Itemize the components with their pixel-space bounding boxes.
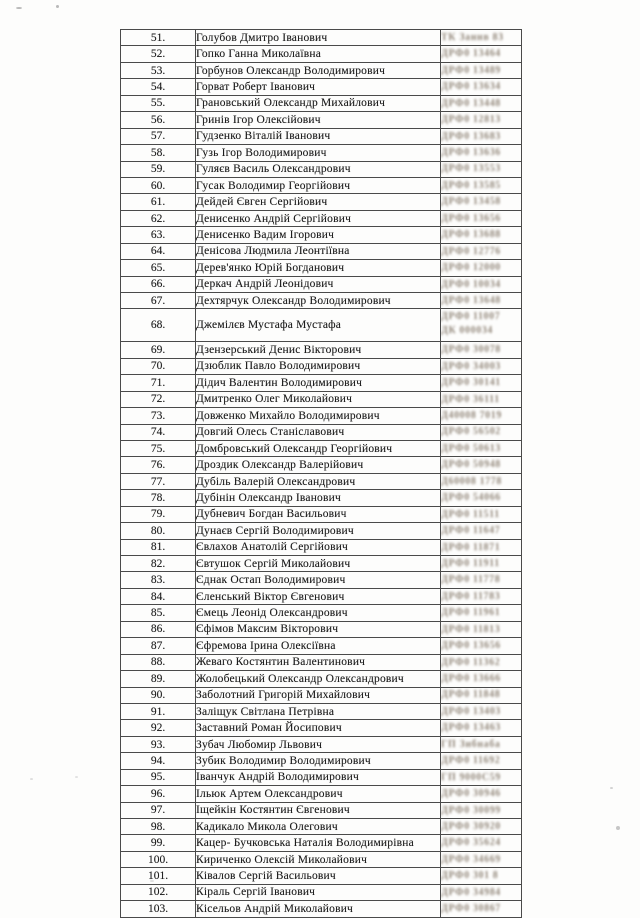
row-number-cell: 71. (121, 375, 196, 391)
redacted-code-text: ДРФ0 11871 (441, 541, 501, 553)
redacted-code-cell (441, 62, 522, 78)
redacted-code-cell (441, 556, 522, 572)
table-row (121, 30, 522, 46)
redacted-code-cell (441, 572, 522, 588)
person-name-cell: Гринів Ігор Олексійович (196, 112, 441, 128)
table-row (121, 309, 522, 342)
table-row (121, 112, 522, 128)
row-number-cell: 59. (121, 161, 196, 177)
person-name-cell: Гудзенко Віталій Іванович (196, 128, 441, 144)
person-name-cell: Дунаєв Сергій Володимирович (196, 523, 441, 539)
row-number-cell: 54. (121, 79, 196, 95)
person-name-cell: Домбровський Олександр Георгійович (196, 440, 441, 456)
redacted-code-cell (441, 621, 522, 637)
redacted-code-cell (441, 884, 522, 900)
table-row (121, 408, 522, 424)
table-row (121, 490, 522, 506)
row-number-cell: 51. (121, 30, 196, 46)
row-number-cell: 52. (121, 46, 196, 62)
redacted-code-text: ДРФ0 13656 (441, 212, 501, 225)
person-name-cell: Джемілєв Мустафа Мустафа (196, 309, 441, 342)
person-name-cell: Ільюк Артем Олександрович (196, 786, 441, 802)
redacted-code-cell (441, 605, 522, 621)
row-number-cell: 58. (121, 145, 196, 161)
redacted-code-cell (441, 819, 522, 835)
row-number-cell: 61. (121, 194, 196, 210)
redacted-code-text: ДРФ0 34003 (441, 360, 501, 372)
redacted-code-text: ДРФ0 30920 (441, 820, 501, 833)
redacted-code-cell (441, 720, 522, 736)
row-number-cell: 74. (121, 424, 196, 440)
redacted-code-text: ДРФ0 30078 (441, 344, 501, 356)
table-row (121, 194, 522, 210)
redacted-code-cell (441, 95, 522, 111)
redacted-code-text: ДРФ0 11961 (441, 607, 501, 619)
table-row (121, 802, 522, 818)
row-number-cell: 73. (121, 408, 196, 424)
redacted-code-cell (441, 46, 522, 62)
person-name-cell: Кацер- Бучковська Наталія Володимирівна (196, 835, 441, 851)
table-row (121, 769, 522, 785)
row-number-cell: 77. (121, 473, 196, 489)
person-name-cell: Горбунов Олександр Володимирович (196, 62, 441, 78)
table-row (121, 556, 522, 572)
redacted-code-text: ДК 000034 (441, 324, 494, 337)
redacted-code-text: ДРФ0 11778 (441, 574, 501, 586)
table-row (121, 687, 522, 703)
table-row (121, 786, 522, 802)
redacted-code-text: ДРФ0 50948 (441, 459, 501, 471)
table-row (121, 177, 522, 193)
redacted-code-cell (441, 851, 522, 867)
table-row (121, 161, 522, 177)
redacted-code-text: ДРФ0 13448 (441, 97, 501, 109)
table-row (121, 473, 522, 489)
redacted-code-cell (441, 490, 522, 506)
redacted-code-text: ДРФ0 301 8 (441, 870, 499, 882)
redacted-code-cell (441, 786, 522, 802)
person-name-cell: Дубінін Олександр Іванович (196, 490, 441, 506)
row-number-cell: 103. (121, 901, 196, 917)
person-name-cell: Євлахов Анатолій Сергійович (196, 539, 441, 555)
row-number-cell: 63. (121, 227, 196, 243)
redacted-code-cell (441, 161, 522, 177)
row-number-cell: 64. (121, 243, 196, 259)
table-row (121, 736, 522, 752)
redacted-code-cell (441, 588, 522, 604)
person-name-cell: Заліщук Світлана Петрівна (196, 703, 441, 719)
row-number-cell: 68. (121, 309, 196, 342)
redacted-code-cell (441, 654, 522, 670)
row-number-cell: 81. (121, 539, 196, 555)
redacted-code-cell (441, 440, 522, 456)
redacted-code-text: ДРФ0 13666 (441, 672, 501, 685)
redacted-code-text: ДРФ0 11511 (441, 508, 500, 520)
person-name-cell: Зубик Володимир Володимирович (196, 753, 441, 769)
table-row (121, 375, 522, 391)
table-row (121, 654, 522, 670)
person-name-cell: Кіраль Сергій Іванович (196, 884, 441, 900)
table-row (121, 79, 522, 95)
person-name-cell: Дейдей Євген Сергійович (196, 194, 441, 210)
redacted-code-text: ДРФ0 11647 (441, 524, 501, 537)
redacted-code-cell (441, 128, 522, 144)
row-number-cell: 83. (121, 572, 196, 588)
redacted-code-text: ДРФ0 13656 (441, 639, 501, 652)
person-name-cell: Ємець Леонід Олександрович (196, 605, 441, 621)
redacted-code-cell (441, 769, 522, 785)
scan-speck (16, 7, 22, 9)
redacted-code-cell (441, 30, 522, 46)
redacted-code-cell (441, 112, 522, 128)
redacted-code-cell (441, 539, 522, 555)
redacted-code-cell (441, 523, 522, 539)
row-number-cell: 75. (121, 440, 196, 456)
redacted-code-text: ДРФ0 11911 (441, 557, 500, 570)
redacted-code-cell (441, 638, 522, 654)
person-name-cell: Довгий Олесь Станіславович (196, 424, 441, 440)
redacted-code-cell (441, 210, 522, 226)
row-number-cell: 91. (121, 703, 196, 719)
row-number-cell: 72. (121, 391, 196, 407)
registry-table (120, 29, 522, 918)
row-number-cell: 92. (121, 720, 196, 736)
table-row (121, 851, 522, 867)
person-name-cell: Дерев'янко Юрій Богданович (196, 260, 441, 276)
person-name-cell: Дроздик Олександр Валерійович (196, 457, 441, 473)
redacted-code-text: ДРФ0 13585 (441, 179, 501, 192)
person-name-cell: Жеваго Костянтин Валентинович (196, 654, 441, 670)
row-number-cell: 78. (121, 490, 196, 506)
redacted-code-text: ДРФ0 11692 (441, 754, 501, 767)
redacted-code-cell (441, 457, 522, 473)
redacted-code-text: ДРФ0 30099 (441, 804, 501, 816)
person-name-cell: Жолобецький Олександр Олександрович (196, 671, 441, 687)
redacted-code-cell (441, 194, 522, 210)
person-name-cell: Єфімов Максим Вікторович (196, 621, 441, 637)
redacted-code-text: ДРФ0 13648 (441, 294, 501, 307)
person-name-cell: Кісельов Андрій Миколайович (196, 901, 441, 917)
person-name-cell: Дідич Валентин Володимирович (196, 375, 441, 391)
scan-speck (610, 787, 613, 789)
row-number-cell: 76. (121, 457, 196, 473)
row-number-cell: 70. (121, 358, 196, 374)
redacted-code-cell (441, 293, 522, 309)
redacted-code-cell (441, 901, 522, 917)
person-name-cell: Дмитренко Олег Миколайович (196, 391, 441, 407)
row-number-cell: 55. (121, 95, 196, 111)
table-row (121, 523, 522, 539)
row-number-cell: 84. (121, 588, 196, 604)
row-number-cell: 69. (121, 342, 196, 358)
redacted-code-text: ДРФ0 11848 (441, 689, 501, 701)
person-name-cell: Горват Роберт Іванович (196, 79, 441, 95)
redacted-code-text: ДРФ0 11783 (441, 590, 501, 603)
redacted-code-cell (441, 227, 522, 243)
row-number-cell: 93. (121, 736, 196, 752)
person-name-cell: Гопко Ганна Миколаївна (196, 46, 441, 62)
redacted-code-text: ДРФ0 13688 (441, 228, 501, 241)
table-row (121, 506, 522, 522)
redacted-code-text: ДРФ0 30141 (441, 376, 501, 389)
redacted-code-text: ДРФ0 13464 (441, 48, 501, 60)
person-name-cell: Кириченко Олексій Миколайович (196, 851, 441, 867)
table-row (121, 260, 522, 276)
row-number-cell: 102. (121, 884, 196, 900)
redacted-code-cell (441, 276, 522, 292)
table-row (121, 293, 522, 309)
redacted-code-text: ДРФ0 13636 (441, 146, 501, 159)
redacted-code-cell (441, 408, 522, 424)
person-name-cell: Євтушок Сергій Миколайович (196, 556, 441, 572)
redacted-code-cell (441, 703, 522, 719)
redacted-code-cell (441, 260, 522, 276)
redacted-code-cell (441, 687, 522, 703)
scan-speck (30, 778, 33, 780)
redacted-code-cell (441, 145, 522, 161)
table-row (121, 539, 522, 555)
person-name-cell: Єленський Віктор Євгенович (196, 588, 441, 604)
person-name-cell: Заболотний Григорій Михайлович (196, 687, 441, 703)
row-number-cell: 60. (121, 177, 196, 193)
table-row (121, 572, 522, 588)
table-row (121, 391, 522, 407)
table-row (121, 358, 522, 374)
row-number-cell: 66. (121, 276, 196, 292)
redacted-code-text: ДРФ0 50613 (441, 442, 501, 455)
table-row (121, 95, 522, 111)
redacted-code-cell (441, 802, 522, 818)
row-number-cell: 85. (121, 605, 196, 621)
table-row (121, 210, 522, 226)
row-number-cell: 94. (121, 753, 196, 769)
row-number-cell: 101. (121, 868, 196, 884)
table-row (121, 819, 522, 835)
redacted-code-text: ДРФ0 54066 (441, 491, 501, 504)
redacted-code-text: ГП Зибнаба (441, 738, 501, 751)
redacted-code-text: ДРФ0 13489 (441, 64, 501, 77)
redacted-code-text: ДРФ0 13403 (441, 705, 501, 718)
row-number-cell: 79. (121, 506, 196, 522)
person-name-cell: Зубач Любомир Львович (196, 736, 441, 752)
scan-speck (616, 826, 620, 830)
redacted-code-cell (441, 753, 522, 769)
row-number-cell: 65. (121, 260, 196, 276)
table-row (121, 868, 522, 884)
person-name-cell: Денісова Людмила Леонтіївна (196, 243, 441, 259)
table-row (121, 440, 522, 456)
redacted-code-cell (441, 835, 522, 851)
redacted-code-cell (441, 473, 522, 489)
redacted-code-text: ДРФ0 13553 (441, 163, 501, 175)
redacted-code-cell (441, 309, 522, 342)
table-row (121, 638, 522, 654)
person-name-cell: Гусак Володимир Георгійович (196, 177, 441, 193)
person-name-cell: Ківалов Сергій Васильович (196, 868, 441, 884)
redacted-code-cell (441, 736, 522, 752)
table-row (121, 753, 522, 769)
row-number-cell: 87. (121, 638, 196, 654)
person-name-cell: Дубіль Валерій Олександрович (196, 473, 441, 489)
table-body (121, 30, 522, 918)
redacted-code-text: Д40008 7019 (441, 409, 502, 422)
redacted-code-cell (441, 424, 522, 440)
redacted-code-cell (441, 358, 522, 374)
person-name-cell: Довженко Михайло Володимирович (196, 408, 441, 424)
person-name-cell: Грановський Олександр Михайлович (196, 95, 441, 111)
person-name-cell: Іванчук Андрій Володимирович (196, 769, 441, 785)
person-name-cell: Денисенко Андрій Сергійович (196, 210, 441, 226)
row-number-cell: 88. (121, 654, 196, 670)
row-number-cell: 80. (121, 523, 196, 539)
table-row (121, 243, 522, 259)
redacted-code-text: ДРФ0 11007 (441, 311, 501, 323)
redacted-code-cell (441, 79, 522, 95)
table-row (121, 62, 522, 78)
redacted-code-cell (441, 391, 522, 407)
person-name-cell: Єфремова Ірина Олексіївна (196, 638, 441, 654)
redacted-code-text: ДРФ0 30867 (441, 902, 501, 915)
redacted-code-text: ДРФ0 56502 (441, 426, 501, 438)
redacted-code-text: ДРФ0 12776 (441, 245, 501, 257)
table-row (121, 621, 522, 637)
redacted-code-cell (441, 506, 522, 522)
row-number-cell: 86. (121, 621, 196, 637)
row-number-cell: 98. (121, 819, 196, 835)
row-number-cell: 96. (121, 786, 196, 802)
row-number-cell: 56. (121, 112, 196, 128)
redacted-code-text: ДРФ0 13463 (441, 722, 501, 734)
redacted-code-cell (441, 342, 522, 358)
table-row (121, 671, 522, 687)
redacted-code-text: ДРФ0 13683 (441, 130, 501, 142)
row-number-cell: 57. (121, 128, 196, 144)
row-number-cell: 100. (121, 851, 196, 867)
person-name-cell: Дехтярчук Олександр Володимирович (196, 293, 441, 309)
person-name-cell: Заставний Роман Йосипович (196, 720, 441, 736)
row-number-cell: 67. (121, 293, 196, 309)
redacted-code-text: ДРФ0 12000 (441, 261, 501, 274)
redacted-code-text: ДРФ0 10034 (441, 278, 501, 290)
redacted-code-text: ДРФ0 11813 (441, 623, 501, 635)
table-row (121, 342, 522, 358)
redacted-code-cell (441, 243, 522, 259)
table-row (121, 835, 522, 851)
table-row (121, 605, 522, 621)
redacted-code-text: ДРФ0 30946 (441, 787, 501, 800)
redacted-code-text: ДРФ0 13634 (441, 80, 501, 93)
redacted-code-cell (441, 868, 522, 884)
redacted-code-text: ДРФ0 34669 (441, 853, 501, 866)
redacted-code-text: Д60008 1778 (441, 475, 502, 488)
row-number-cell: 82. (121, 556, 196, 572)
person-name-cell: Денисенко Вадим Ігорович (196, 227, 441, 243)
redacted-code-text: ДРФ0 12813 (441, 113, 501, 126)
scan-speck (56, 5, 59, 8)
person-name-cell: Єднак Остап Володимирович (196, 572, 441, 588)
redacted-code-text: ТК Заннв 83 (441, 31, 504, 44)
person-name-cell: Гузь Ігор Володимирович (196, 145, 441, 161)
scan-speck (75, 776, 78, 778)
row-number-cell: 62. (121, 210, 196, 226)
person-name-cell: Кадикало Микола Олегович (196, 819, 441, 835)
table-row (121, 901, 522, 917)
table-row (121, 457, 522, 473)
redacted-code-cell (441, 671, 522, 687)
row-number-cell: 90. (121, 687, 196, 703)
row-number-cell: 53. (121, 62, 196, 78)
person-name-cell: Голубов Дмитро Іванович (196, 30, 441, 46)
redacted-code-cell (441, 177, 522, 193)
person-name-cell: Дзензерський Денис Вікторович (196, 342, 441, 358)
table-row (121, 703, 522, 719)
redacted-code-text: ДРФ0 36111 (441, 393, 500, 405)
redacted-code-text: ГП 9000С59 (441, 771, 501, 783)
row-number-cell: 95. (121, 769, 196, 785)
redacted-code-text: ДРФ0 13458 (441, 196, 501, 208)
table-row (121, 145, 522, 161)
table-row (121, 424, 522, 440)
row-number-cell: 99. (121, 835, 196, 851)
redacted-code-text: ДРФ0 35624 (441, 837, 501, 849)
person-name-cell: Дзюблик Павло Володимирович (196, 358, 441, 374)
person-name-cell: Іщейкін Костянтин Євгенович (196, 802, 441, 818)
person-name-cell: Гуляєв Василь Олександрович (196, 161, 441, 177)
row-number-cell: 97. (121, 802, 196, 818)
table-row (121, 128, 522, 144)
person-name-cell: Дубневич Богдан Васильович (196, 506, 441, 522)
table-row (121, 720, 522, 736)
table-row (121, 227, 522, 243)
row-number-cell: 89. (121, 671, 196, 687)
table-row (121, 588, 522, 604)
redacted-code-text: ДРФ0 11362 (441, 656, 501, 668)
table-row (121, 276, 522, 292)
table-row (121, 46, 522, 62)
person-name-cell: Деркач Андрій Леонідович (196, 276, 441, 292)
redacted-code-cell (441, 375, 522, 391)
redacted-code-text: ДРФ0 34984 (441, 886, 501, 898)
table-row (121, 884, 522, 900)
